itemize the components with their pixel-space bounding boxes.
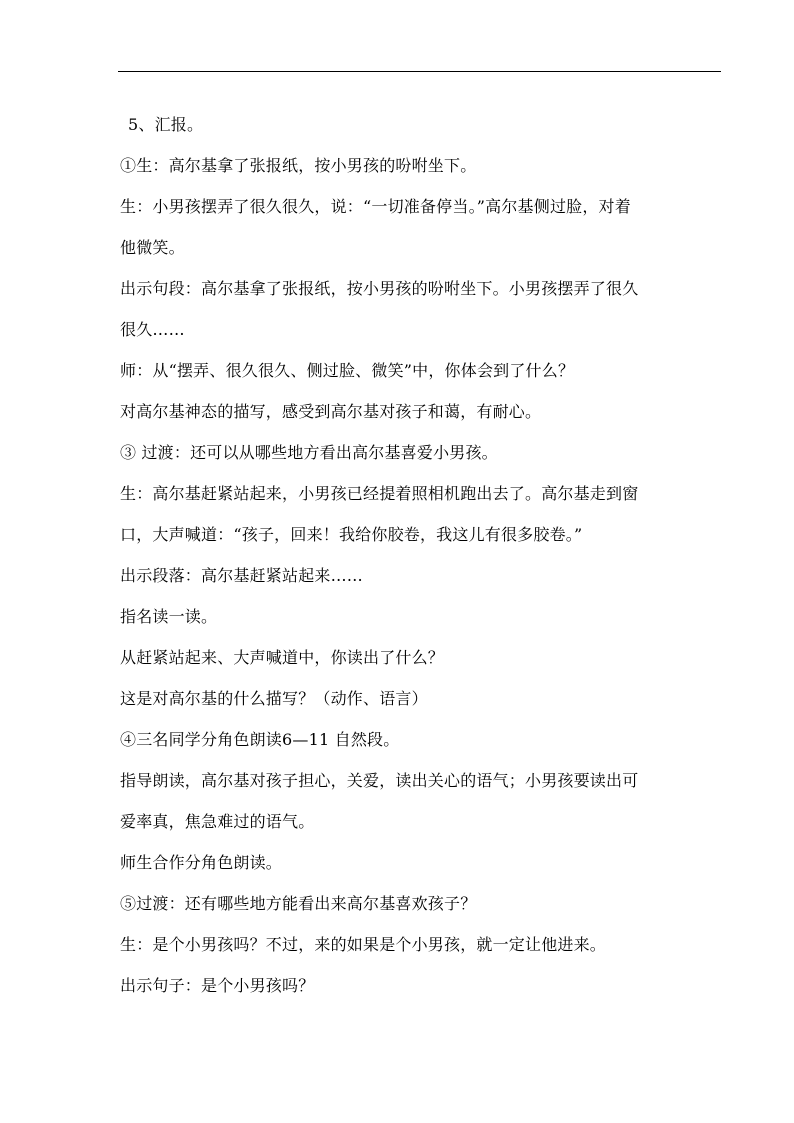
paragraph-line: 师：从“摆弄、很久很久、侧过脸、微笑”中，你体会到了什么？ (120, 361, 575, 380)
header-rule (118, 71, 721, 72)
paragraph-line: 生：高尔基赶紧站起来，小男孩已经提着照相机跑出去了。高尔基走到窗 (120, 484, 639, 503)
section-heading: 5、汇报。 (128, 115, 204, 134)
paragraph-line: 对高尔基神态的描写，感受到高尔基对孩子和蔼，有耐心。 (120, 402, 542, 421)
paragraph-line: 他微笑。 (120, 238, 185, 257)
paragraph-line: 师生合作分角色朗读。 (120, 853, 283, 872)
paragraph-line: 指导朗读，高尔基对孩子担心，关爱，读出关心的语气；小男孩要读出可 (120, 771, 639, 790)
paragraph-line: 出示句段：高尔基拿了张报纸，按小男孩的吩咐坐下。小男孩摆弄了很久 (120, 279, 639, 298)
paragraph-line: ⑤过渡：还有哪些地方能看出来高尔基喜欢孩子？ (120, 894, 477, 913)
paragraph-line: ④三名同学分角色朗读6—11 自然段。 (120, 730, 400, 749)
paragraph-line: 爱率真，焦急难过的语气。 (120, 812, 315, 831)
paragraph-line: 这是对高尔基的什么描写？（动作、语言） (120, 689, 428, 708)
paragraph-line: ③ 过渡：还可以从哪些地方看出高尔基喜爱小男孩。 (120, 443, 498, 462)
paragraph-line: 生：是个小男孩吗？不过，来的如果是个小男孩，就一定让他进来。 (120, 935, 607, 954)
paragraph-line: 出示段落：高尔基赶紧站起来…… (120, 566, 364, 585)
paragraph-line: 口，大声喊道：“孩子，回来！我给你胶卷，我这儿有很多胶卷。” (120, 525, 583, 544)
paragraph-line: 从赶紧站起来、大声喊道中，你读出了什么？ (120, 648, 445, 667)
document-body (120, 104, 720, 1006)
paragraph-line: 很久…… (120, 320, 185, 339)
paragraph-line: 生：小男孩摆弄了很久很久，说：“一切准备停当。”高尔基侧过脸，对着 (120, 197, 631, 216)
paragraph-line: 出示句子：是个小男孩吗？ (120, 976, 315, 995)
paragraph-line: ①生：高尔基拿了张报纸，按小男孩的吩咐坐下。 (120, 156, 477, 175)
paragraph-line: 指名读一读。 (120, 607, 218, 626)
